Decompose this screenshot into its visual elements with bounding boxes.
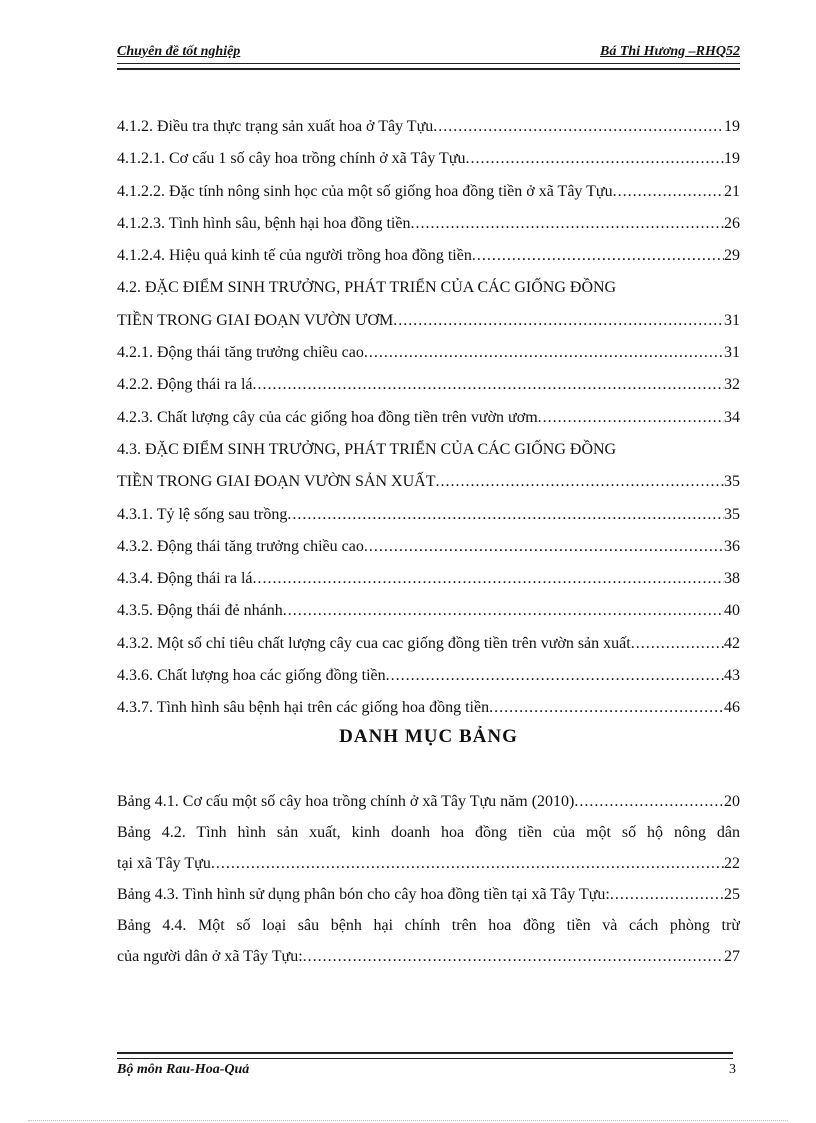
toc-entry-page: 32 [724,376,740,394]
toc-entry-label: 4.3.2. Một số chỉ tiêu chất lượng cây cua cac giống đồng tiền trên vườn sản xuất [117,634,631,652]
toc-entry-label: 4.1.2.1. Cơ cấu 1 số cây hoa trồng chính ở xã Tây Tựu [117,150,466,168]
table-entry-page: 20 [724,793,740,810]
toc-entry[interactable] [117,595,740,627]
page-number: 3 [729,1062,736,1077]
toc-entry[interactable] [117,240,740,272]
table-entry-continued[interactable] [117,910,740,941]
header-author: Bá Thi Hương –RHQ52 [600,44,740,59]
toc-entry-page: 21 [724,182,740,200]
toc-entry[interactable] [117,628,740,660]
toc-entry[interactable] [117,111,740,143]
toc-leader-dots [613,176,724,208]
toc-entry-page: 19 [724,118,740,135]
toc-entry[interactable] [117,337,740,369]
toc-section-heading[interactable] [117,434,740,466]
toc-entry-label: 4.1.2. Điều tra thực trạng sản xuất hoa ở Tây Tựu [117,118,434,135]
table-entry-page: 22 [724,855,740,872]
table-entry-page: 27 [724,948,740,965]
header-document-type: Chuyên đề tốt nghiệp [117,44,241,59]
footer-rule [117,1052,733,1059]
toc-entry-page: 43 [724,667,740,685]
toc-entry-page: 19 [724,150,740,168]
table-entry-label: Bảng 4.2. Tình hình sản xuất, kinh doanh hoa đồng tiền của một số hộ nông dân [117,824,740,841]
table-of-contents [117,111,740,725]
toc-entry-label: 4.3.5. Động thái đẻ nhánh [117,602,283,620]
table-entry[interactable] [117,848,740,879]
toc-leader-dots [466,143,725,175]
toc-entry-label: 4.3. ĐẶC ĐIỂM SINH TRƯỞNG, PHÁT TRIỂN CỦA CÁC GIỐNG ĐỒNG [117,440,617,458]
toc-entry-label: 4.3.1. Tỷ lệ sống sau trồng [117,505,288,523]
table-entry-label: tại xã Tây Tựu [117,855,211,872]
toc-leader-dots [489,692,724,724]
toc-entry-page: 35 [724,505,740,523]
toc-leader-dots [283,595,724,627]
toc-entry[interactable] [117,692,740,724]
toc-leader-dots [253,369,724,401]
toc-entry-page: 40 [724,602,740,620]
page-edge-divider [28,1120,788,1121]
toc-entry-page: 26 [724,214,740,232]
footer-department: Bộ môn Rau-Hoa-Quả [117,1062,250,1077]
toc-entry[interactable] [117,369,740,401]
toc-entry-label: 4.3.2. Động thái tăng trưởng chiều cao [117,537,364,555]
toc-leader-dots [253,563,724,595]
toc-section-heading[interactable] [117,272,740,304]
table-leader-dots [610,879,724,910]
page-footer [117,1062,740,1082]
list-of-tables-title: DANH MỤC BẢNG [339,726,518,747]
list-of-tables [117,786,740,972]
toc-entry-label: TIỀN TRONG GIAI ĐOẠN VƯỜN ƯƠM [117,311,394,329]
table-entry-continued[interactable] [117,817,740,848]
toc-entry-page: 31 [724,344,740,362]
toc-leader-dots [386,660,724,692]
toc-entry-label: 4.2.2. Động thái ra lá [117,376,253,394]
toc-entry-label: TIỀN TRONG GIAI ĐOẠN VƯỜN SẢN XUẤT [117,473,436,491]
toc-entry[interactable] [117,466,740,498]
toc-entry-page: 38 [724,570,740,588]
toc-leader-dots [410,208,724,240]
toc-leader-dots [364,531,724,563]
page-header [117,44,740,62]
toc-entry[interactable] [117,660,740,692]
toc-entry[interactable] [117,305,740,337]
table-entry[interactable] [117,786,740,817]
toc-entry[interactable] [117,402,740,434]
toc-entry[interactable] [117,531,740,563]
table-leader-dots [574,786,724,817]
toc-entry-label: 4.2.1. Động thái tăng trưởng chiều cao [117,344,364,362]
toc-entry-page: 29 [724,247,740,265]
toc-entry-page: 36 [724,537,740,555]
toc-leader-dots [538,402,724,434]
toc-entry-page: 31 [724,311,740,329]
toc-entry-page: 46 [724,699,740,717]
toc-leader-dots [393,305,724,337]
toc-entry[interactable] [117,143,740,175]
toc-entry-label: 4.2. ĐẶC ĐIỂM SINH TRƯỞNG, PHÁT TRIỂN CỦA CÁC GIỐNG ĐỒNG [117,279,617,297]
toc-entry-label: 4.3.4. Động thái ra lá [117,570,253,588]
table-entry-label: Bảng 4.1. Cơ cấu một số cây hoa trồng chính ở xã Tây Tựu năm (2010) [117,793,575,810]
table-entry[interactable] [117,879,740,910]
table-entry-page: 25 [724,886,740,903]
toc-entry[interactable] [117,499,740,531]
toc-entry-label: 4.1.2.4. Hiệu quả kinh tế của người trồng hoa đồng tiền [117,247,472,265]
toc-leader-dots [435,466,724,498]
toc-entry-label: 4.1.2.2. Đặc tính nông sinh học của một số giống hoa đồng tiền ở xã Tây Tựu [117,182,613,200]
toc-entry-label: 4.3.6. Chất lượng hoa các giống đồng tiền [117,667,386,685]
toc-leader-dots [287,499,724,531]
table-leader-dots [303,941,724,972]
table-entry[interactable] [117,941,740,972]
toc-leader-dots [433,111,724,143]
toc-entry-page: 35 [724,473,740,491]
toc-leader-dots [472,240,724,272]
toc-entry-page: 34 [724,408,740,426]
toc-entry-page: 42 [724,634,740,652]
toc-entry[interactable] [117,563,740,595]
toc-entry-label: 4.2.3. Chất lượng cây của các giống hoa đồng tiền trên vườn ươm [117,408,538,426]
header-rule [117,63,740,70]
table-entry-label: của người dân ở xã Tây Tựu: [117,948,303,965]
table-entry-label: Bảng 4.4. Một số loại sâu bệnh hại chính trên hoa đồng tiền và cách phòng trừ [117,917,740,934]
toc-entry-label: 4.1.2.3. Tình hình sâu, bệnh hại hoa đồng tiền [117,214,411,232]
table-leader-dots [211,848,724,879]
table-entry-label: Bảng 4.3. Tình hình sử dụng phân bón cho cây hoa đồng tiền tại xã Tây Tựu: [117,886,610,903]
toc-leader-dots [631,628,724,660]
toc-entry[interactable] [117,176,740,208]
toc-leader-dots [364,337,724,369]
toc-entry[interactable] [117,208,740,240]
toc-entry-label: 4.3.7. Tình hình sâu bệnh hại trên các giống hoa đồng tiền [117,699,490,717]
